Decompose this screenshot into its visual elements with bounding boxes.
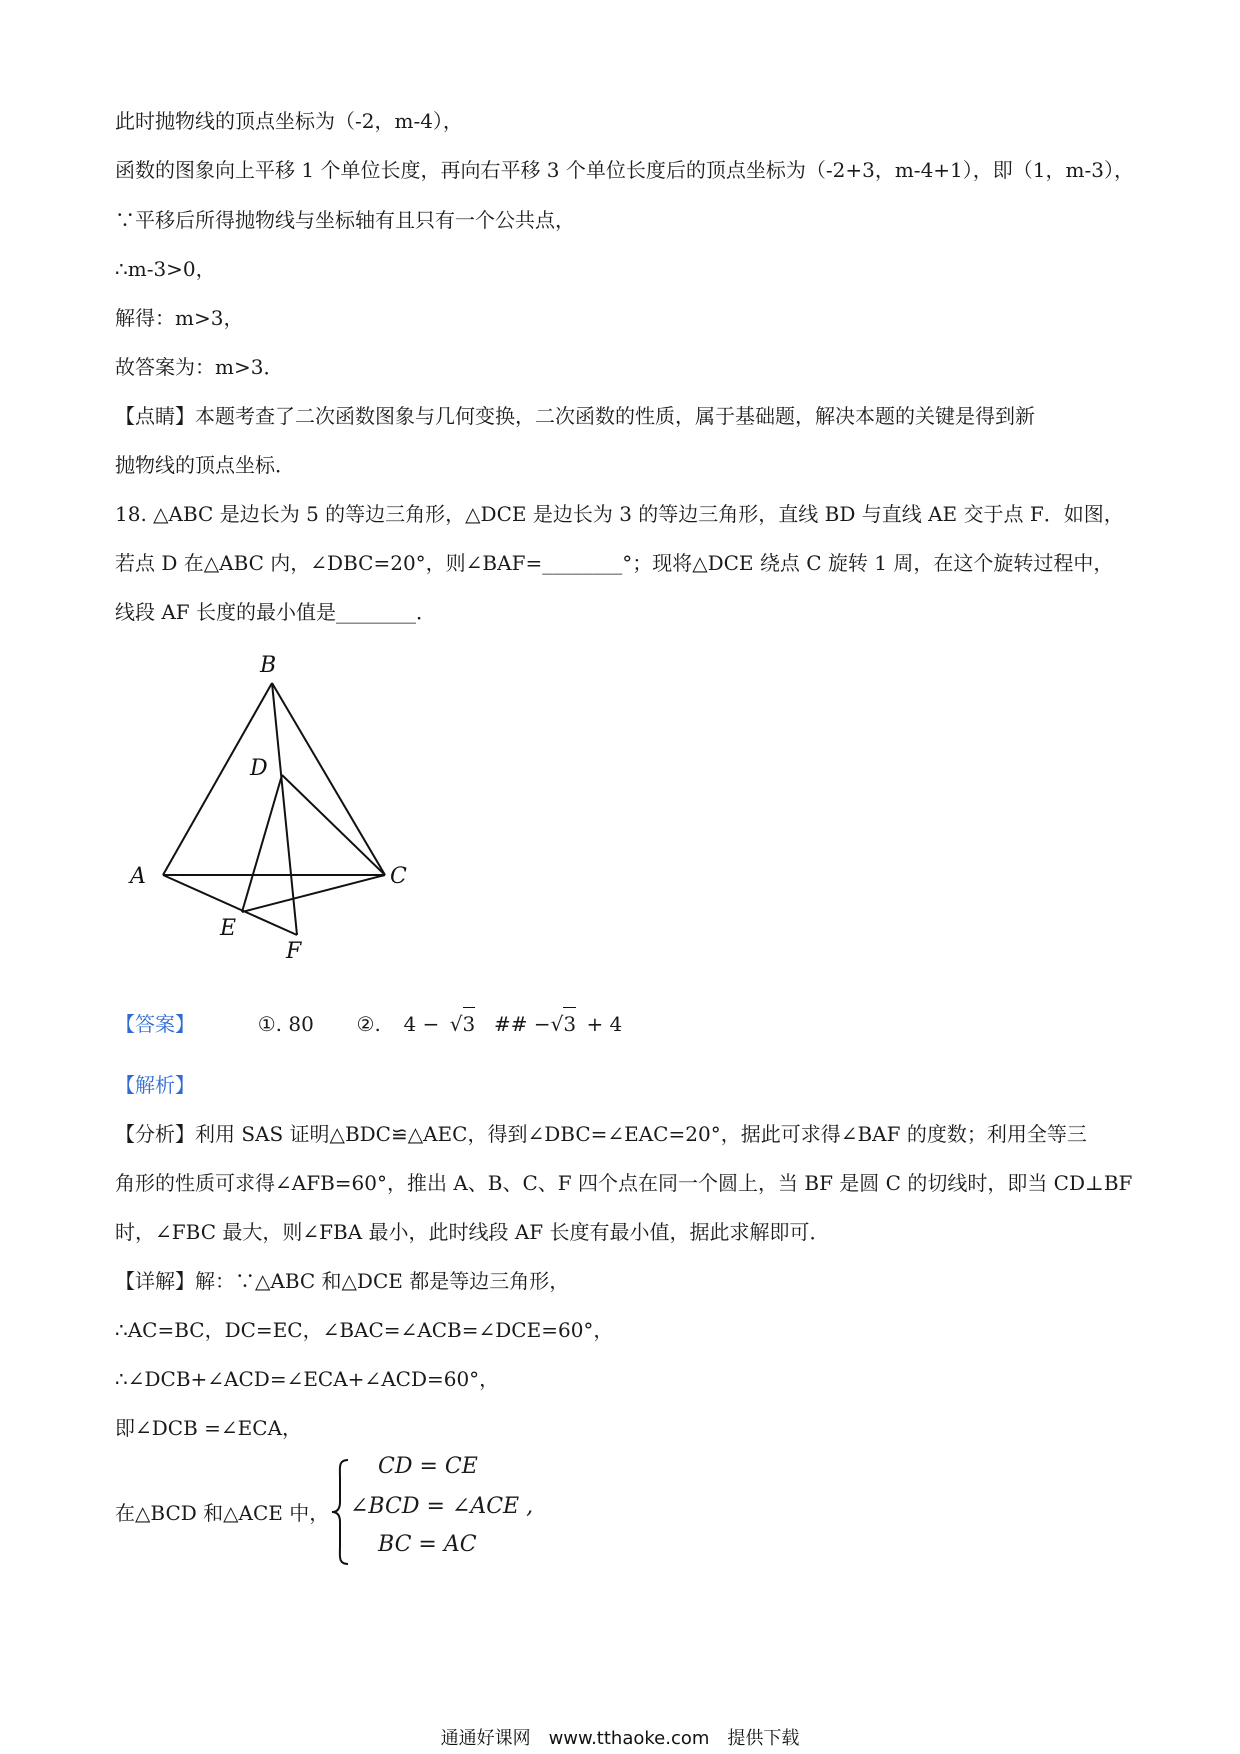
solution-line-1: 此时抛物线的顶点坐标为（-2，m-4），: [115, 109, 463, 133]
solution-line-6: 故答案为：m>3．: [115, 355, 284, 379]
key-point-line-1: 【点睛】本题考查了二次函数图象与几何变换，二次函数的性质，属于基础题，解决本题的关键是得到新: [115, 404, 1035, 428]
answer-2-part2: + 4: [586, 1012, 623, 1036]
answer-2-sqrt: 3: [463, 1007, 476, 1040]
label-F: F: [286, 939, 302, 964]
solution-line-2: 函数的图象向上平移 1 个单位长度，再向右平移 3 个单位长度后的顶点坐标为（-2+3，m-4+1），即（1，m-3），: [115, 158, 1134, 182]
answer-row: [115, 1007, 622, 1040]
solution-line-3: ∵平移后所得抛物线与坐标轴有且只有一个公共点，: [115, 208, 575, 232]
system-eq-2: ∠BCD = ∠ACE ,: [350, 1494, 534, 1519]
question-line-1: 18. △ABC 是边长为 5 的等边三角形，△DCE 是边长为 3 的等边三角形，直线 BD 与直线 AE 交于点 F．如图，: [115, 502, 1124, 526]
answer-separator: ##: [493, 1012, 528, 1036]
detail-line-4: 即∠DCB =∠ECA，: [115, 1416, 303, 1440]
label-D: D: [250, 756, 268, 781]
label-B: B: [260, 653, 277, 678]
key-point-line-2: 抛物线的顶点坐标．: [115, 453, 295, 477]
detail-line-5: 在△BCD 和△ACE 中，: [115, 1501, 330, 1525]
solution-line-4: ∴m-3>0，: [115, 257, 216, 281]
detail-line-1: 【详解】解：∵△ABC 和△DCE 都是等边三角形，: [115, 1269, 570, 1293]
label-A: A: [130, 864, 146, 889]
analysis-line-2: 角形的性质可求得∠AFB=60°，推出 A、B、C、F 四个点在同一个圆上，当 BF 是圆 C 的切线时，即当 CD⊥BF: [115, 1171, 1133, 1195]
left-brace: [330, 1458, 352, 1566]
analysis-line-1: 【分析】利用 SAS 证明△BDC≌△AEC，得到∠DBC=∠EAC=20°，据此可求得∠BAF 的度数；利用全等三: [115, 1122, 1087, 1146]
answer-tag: 【答案】: [115, 1012, 195, 1036]
answer-2-prefix: ②.: [356, 1012, 381, 1036]
triangle-figure: [120, 650, 440, 970]
analysis-line-3: 时，∠FBC 最大，则∠FBA 最小，此时线段 AF 长度有最小值，据此求解即可．: [115, 1220, 830, 1244]
detail-line-3: ∴∠DCB+∠ACD=∠ECA+∠ACD=60°，: [115, 1367, 500, 1391]
label-C: C: [390, 864, 407, 889]
question-line-3: 线段 AF 长度的最小值是________．: [115, 600, 437, 624]
footer-source: 通通好课网 www.tthaoke.com 提供下载: [440, 1728, 800, 1749]
sqrt-symbol: √: [449, 1012, 463, 1036]
solution-line-5: 解得：m>3，: [115, 306, 244, 330]
sqrt-symbol-2: √: [550, 1012, 564, 1036]
question-line-2: 若点 D 在△ABC 内，∠DBC=20°，则∠BAF=________°；现将△DCE 绕点 C 旋转 1 周，在这个旋转过程中，: [115, 551, 1114, 575]
answer-2-part1: 4 −: [403, 1012, 440, 1036]
system-eq-3: BC = AC: [378, 1532, 477, 1557]
system-eq-1: CD = CE: [378, 1454, 478, 1479]
detail-line-2: ∴AC=BC，DC=EC，∠BAC=∠ACB=∠DCE=60°，: [115, 1318, 614, 1342]
answer-1: ①. 80: [257, 1012, 314, 1036]
analysis-tag: 【解析】: [115, 1073, 195, 1097]
answer-2-sqrt2: 3: [563, 1007, 576, 1040]
label-E: E: [220, 916, 237, 941]
answer-2-minus: −: [533, 1012, 551, 1036]
